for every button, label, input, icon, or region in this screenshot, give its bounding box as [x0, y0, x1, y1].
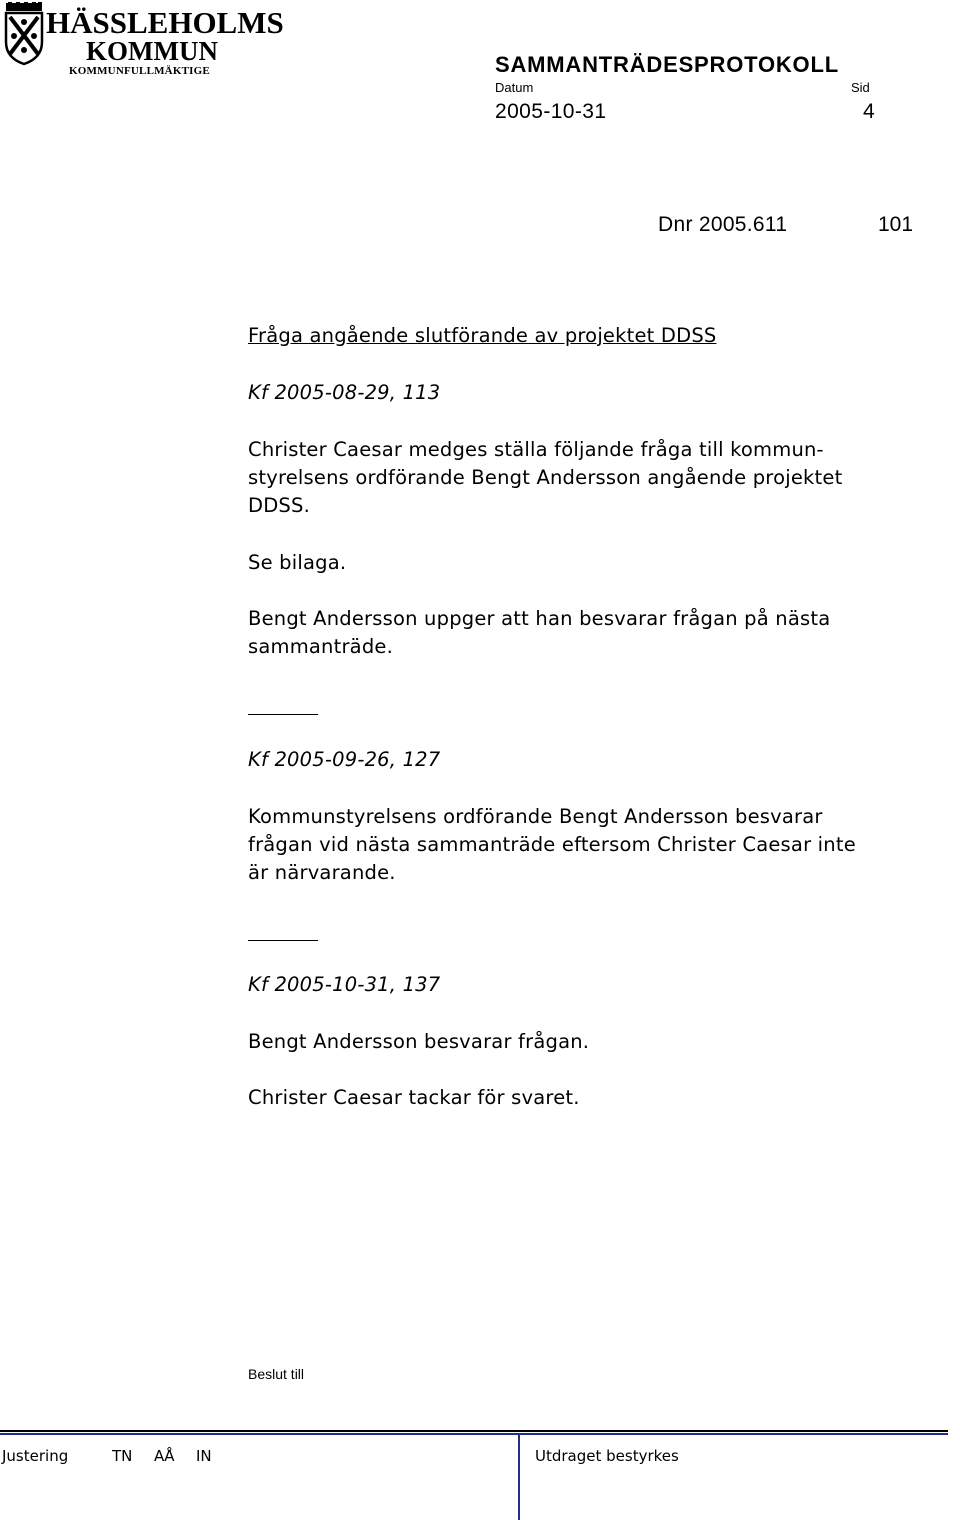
section-2-para-line-3: är närvarande. — [248, 861, 396, 884]
section-1-reply-line-1: Bengt Andersson uppger att han besvarar frågan på nästa — [248, 607, 831, 630]
municipality-logo — [2, 2, 284, 80]
logo-line-3: KOMMUNFULLMÄKTIGE — [69, 65, 210, 77]
section-1-para-line-1: Christer Caesar medges ställa följande fråga till kommun- — [248, 438, 824, 461]
section-3-reference: Kf 2005-10-31, 137 — [248, 973, 441, 996]
date-label: Datum — [495, 80, 534, 95]
date-value: 2005-10-31 — [495, 100, 607, 123]
section-1-attachment-note: Se bilaga. — [248, 551, 347, 574]
footer-divider — [0, 1430, 948, 1432]
item-heading: Fråga angående slutförande av projektet DDSS — [248, 324, 717, 347]
page-number: 4 — [863, 100, 875, 123]
section-2-reference: Kf 2005-09-26, 127 — [248, 748, 441, 771]
section-2-para-line-1: Kommunstyrelsens ordförande Bengt Andersson besvarar — [248, 805, 823, 828]
section-1-reference: Kf 2005-08-29, 113 — [248, 381, 441, 404]
coat-of-arms-icon — [2, 2, 46, 66]
initials-tn: TN — [112, 1447, 133, 1465]
page-label: Sid — [851, 80, 870, 95]
decision-sent-to-label: Beslut till — [248, 1366, 305, 1382]
section-1-para-line-3: DDSS. — [248, 494, 310, 517]
footer-column-divider — [518, 1433, 520, 1520]
logo-line-2: KOMMUN — [86, 36, 218, 66]
logo-line-1: HÄSSLEHOLMS — [46, 5, 284, 40]
justering-label: Justering — [2, 1447, 69, 1465]
section-3-line-1: Bengt Andersson besvarar frågan. — [248, 1030, 590, 1053]
section-1-reply-line-2: sammanträde. — [248, 635, 393, 658]
document-title: SAMMANTRÄDESPROTOKOLL — [495, 52, 839, 77]
section-2-para-line-2: frågan vid nästa sammanträde eftersom Christer Caesar inte — [248, 833, 856, 856]
diary-number: Dnr 2005.611 — [658, 213, 788, 236]
section-divider — [248, 714, 318, 715]
initials-in: IN — [196, 1447, 212, 1465]
initials-aa: AÅ — [154, 1447, 175, 1465]
extract-certified-label: Utdraget bestyrkes — [535, 1447, 679, 1465]
section-1-para-line-2: styrelsens ordförande Bengt Andersson angående projektet — [248, 466, 843, 489]
section-divider — [248, 940, 318, 941]
paragraph-number: 101 — [878, 213, 914, 236]
section-3-line-2: Christer Caesar tackar för svaret. — [248, 1086, 580, 1109]
footer-divider-accent — [0, 1433, 948, 1435]
